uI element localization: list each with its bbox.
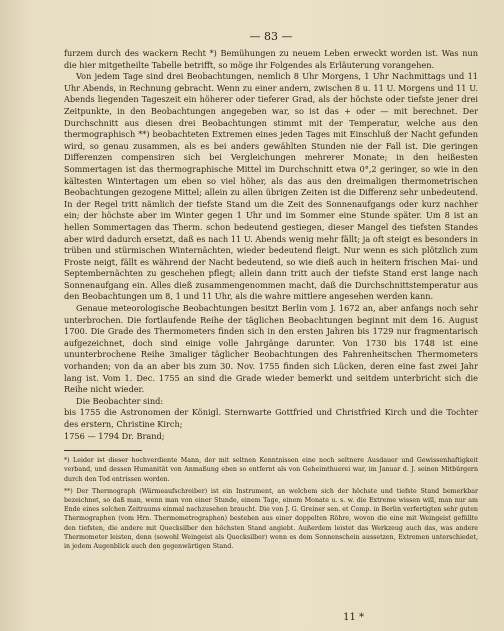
footnote-divider [64,450,142,451]
signature-mark: 11 * [343,612,364,623]
paragraph-intro: furzem durch des wackern Recht *) Bemühungen zu neuem Leben erweckt worden ist. Was nun die hier mitgetheilte Tabelle betrifft, so möge ihr Folgendes als Erläuterung vorangehen. [64,48,478,70]
footnote-recht: *) Leider ist dieser hochverdiente Mann, der mit seltnen Kenntnissen eine noch seltnere Ausdauer und Gewissenhaftigkeit verband, und dessen Humanität von Anmaßung eben so entfernt als von Geheimthuerei war, im Januar d. J. seinen Mitbürgern durch den Tod entrissen worden. [64,457,478,483]
paragraph-observation-method: Von jedem Tage sind drei Beobachtungen, nemlich 8 Uhr Morgens, 1 Uhr Nachmittags und 11 Uhr Abends, in Rechnung gebracht. Wenn zu einer andern, zwischen 8 u. 11 U. Morgens und 11 U. Abends liegenden Tageszeit ein höherer oder tieferer Grad, als der höchste oder tiefste jener drei Zeitpunkte, in den Beobachtungen angegeben war, so ist das + oder — mit berechnet. Der Durchschnitt aus diesen drei Beobachtungen stimmt mit der Temperatur, welche aus den thermographisch **) beobachteten Extremen eines jeden Tages mit Einschluß der Nacht gefunden wird, so genau zusammen, als es bei anders gewählten Stunden nie der Fall ist. Die geringen Differenzen compensiren sich bei Vergleichungen mehrerer Monate; in den heißesten Sommertagen ist das thermographische Mittel im Durchschnitt etwa 0°,2 geringer, so wie in den kältesten Wintertagen um eben so viel höher, als das aus den dreimaligen thermometrischen Beobachtungen gezogene Mittel; allein zu allen übrigen Zeiten ist die Differenz sehr unbedeutend. In der Regel tritt nämlich der tiefste Stand um die Zeit des Sonnenaufgangs oder kurz nachher ein; der höchste aber im Winter gegen 1 Uhr und im Sommer eine Stunde später. Um 8 ist an hellen Sommertagen das Therm. schon bedeutend gestiegen, dieser Mangel des tiefsten Standes aber wird dadurch ersetzt, daß es nach 11 U. Abends wenig mehr fällt; ja oft steigt es besonders in trüben und stürmischen Winternächten, wieder bedeutend fleigt. Nur wenn es sich plötzlich zum Froste neigt, fällt es während der Nacht bedeutend, so wie dieß auch in heitern frischen Mai- und Septembernächten zu geschehen pflegt; allein dann tritt auch der tiefste Stand erst lange nach Sonnenaufgang ein. Alles dieß zusammengenommen macht, daß die Durchschnittstemperatur aus den Beobachtungen um 8, 1 und 11 Uhr, als die wahre mittlere angesehen werden kann. [64,71,478,302]
footnote-thermograph: **) Der Thermograph (Wärmeaufschreiber) ist ein Instrument, an welchem sich der höchste und tiefste Stand bemerkbar bezeichnet, so daß man, wenn man von einer Stunde, einem Tage, einem Monate u. s. w. die Extreme wissen will, man nur am Ende eines solchen Zeitraums einmal nachzusehen braucht. Die von J. G. Greiner sen. et Comp. in Berlin verfertigten sehr guten Thermographen (vom Hrn. Thermometrographen) bestehen aus einer doppelten Röhre, wovon die eine mit Weingeist gefüllte den tiefsten, die andere mit Quecksilber den höchsten Stand angiebt. Außerdem leistet das Werkzeug auch das, was andere Thermometer leisten, denn (sowohl Weingeist als Quecksilber) wenn es dem Sonnenschein aussetzen, Extremen unterschiedet, in jedem Augenblick auch den gegenwärtigen Stand. [64,487,478,551]
observers-heading: Die Beobachter sind: [76,395,164,406]
observer-entry: 1756 — 1794 Dr. Brand; [64,430,165,441]
paragraph-berlin-history: Genaue meteorologische Beobachtungen besitzt Berlin vom J. 1672 an, aber anfangs noch sehr unterbrochen. Die fortlaufende Reihe der täglichen Beobachtungen beginnt mit dem 16. August 1700. Die Grade des Thermometers finden sich in den ersten Jahren bis 1729 nur fragmentarisch aufgezeichnet, doch sind einige volle Jahrgänge darunter. Von 1730 bis 1748 ist eine ununterbrochene Reihe 3maliger täglicher Beobachtungen des Fahrenheitschen Thermometers vorhanden; von da an aber bis zum 30. Nov. 1755 finden sich Lücken, deren eine fast zwei Jahr lang ist. Vom 1. Dec. 1755 an sind die Grade wieder bemerkt und seitdem unterbricht sich die Reihe nicht wieder. [64,303,478,395]
page-number: — 83 — [249,30,293,43]
observer-entry: bis 1755 die Astronomen der Königl. Sternwarte Gottfried und Christfried Kirch und die Tochter des erstern, Christine Kirch; [64,407,478,429]
observers-list [64,396,478,442]
